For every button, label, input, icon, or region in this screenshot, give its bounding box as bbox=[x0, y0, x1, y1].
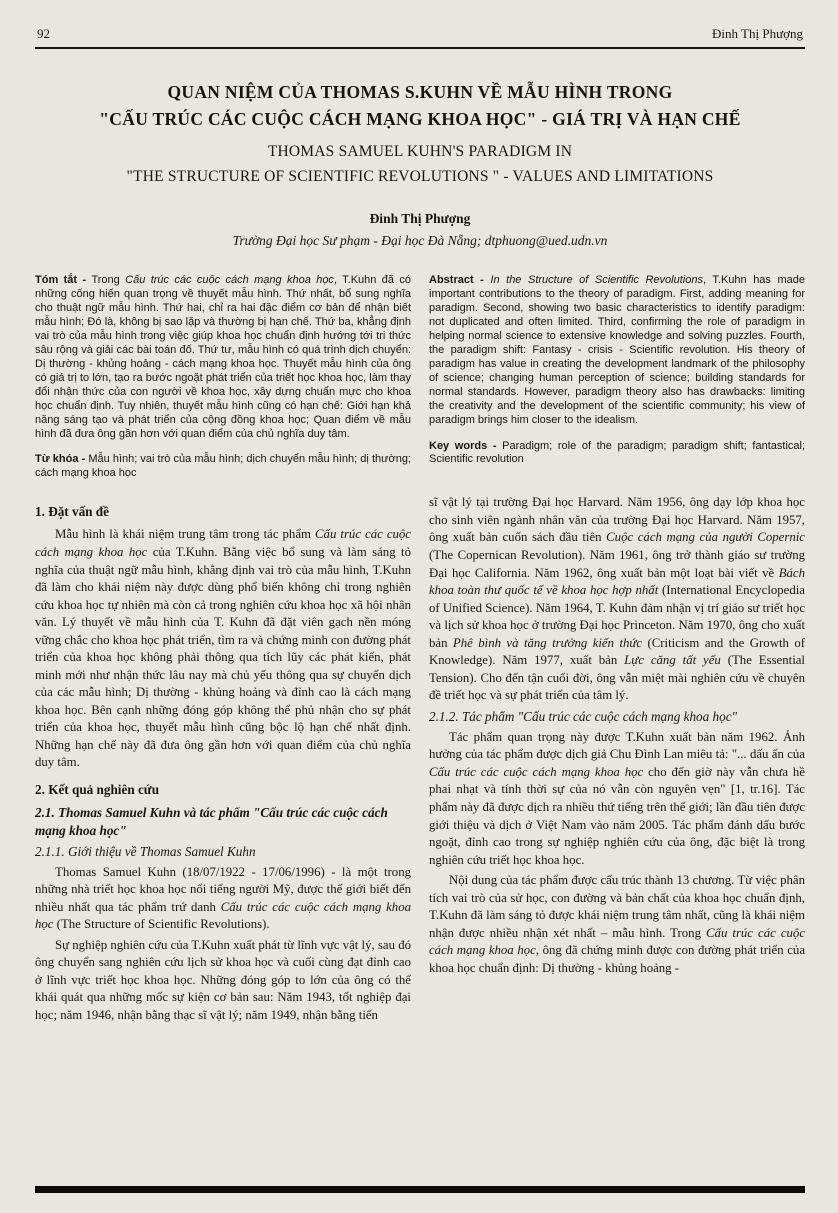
paragraph-continuation: sĩ vật lý tại trường Đại học Harvard. Năm 1956, ông dạy lớp khoa học cho sinh viên ngành nhân văn của trường Đại học Harvard. Năm 1957, ông xuất bản cuốn sách đầu tiên Cuộc cách mạng của người Copernic (The Copernican Revolution). Năm 1961, ông trở thành giáo sư trường Đại học California. Năm 1962, ông xuất bản một loạt bài viết về Bách khoa toàn thư quốc tế về khoa học hợp nhất (International Encyclopedia of Unified Science). Năm 1964, T. Kuhn đảm nhận vị trí giáo sư triết học và lịch sử khoa học ở trường Đại học Princeton. Năm 1970, ông cho xuất bản Phê bình và tăng trưởng kiến thức (Criticism and the Growth of Knowledge). Năm 1977, xuất bản Lực căng tất yếu (The Essential Tension). Cho đến tận cuối đời, ông vẫn miệt mài nghiên cứu về chuyên đề triết học và sự phát triển của tâm lý. bbox=[429, 495, 805, 703]
paragraph: Sự nghiệp nghiên cứu của T.Kuhn xuất phát từ lĩnh vực vật lý, sau đó ông chuyển sang nghiên cứu lịch sử khoa học và cuối cùng đạt đỉnh cao ở lĩnh vực triết học khoa học. Những đóng góp to lớn của ông có thể khái quát qua những mốc sự kiện cơ bản sau: Năm 1943, tốt nghiệp đại học; năm 1946, nhận bằng thạc sĩ vật lý; năm 1949, nhận bằng tiến bbox=[35, 937, 411, 1022]
paragraph: Mẫu hình là khái niệm trung tâm trong tác phẩm Cấu trúc các cuộc cách mạng khoa học của T.Kuhn. Bằng việc bổ sung và làm sáng tỏ nghĩa của thuật ngữ mẫu hình, khẳng định vai trò của mẫu hình, T.Kuhn đã làm cho khái niệm này được dùng phổ biến không chỉ trong nghiên cứu khoa học tự nhiên mà còn cả trong nghiên cứu khoa học xã hội nhân văn. Lý thuyết về mẫu hình của T. Kuhn đã đặt viên gạch nền móng vững chắc cho khoa học phát triển, tìm ra và chứng minh con đường phát triển của khoa học không phải thông qua tích lũy các phát kiến, phát minh mới như nhận thức lâu nay mà chủ yếu thông qua sự chuyển dịch của các mẫu hình; Dị thường - khủng hoảng và đỉnh cao là cách mạng khoa học. Bên cạnh những đóng góp không thể phủ nhận cho sự phát triển của khoa học, thuyết mẫu hình cũng bộc lộ hạn chế nhất định. Những hạn chế này đã đưa ông gần hơn với quan điểm của chủ nghĩa duy tâm. bbox=[35, 527, 411, 770]
paragraph: Thomas Samuel Kuhn (18/07/1922 - 17/06/1996) - là một trong những nhà triết học khoa học nổi tiếng người Mỹ, được thế giới biết đến nhiều nhất qua tác phẩm trứ danh Cấu trúc các cuộc cách mạng khoa học (The Structure of Scientific Revolutions). bbox=[35, 864, 411, 932]
article-body bbox=[35, 494, 805, 1027]
subsection-heading-2-1: 2.1. Thomas Samuel Kuhn và tác phẩm "Cấu trúc các cuộc cách mạng khoa học" bbox=[35, 805, 388, 838]
title-vi-line2: "CẤU TRÚC CÁC CUỘC CÁCH MẠNG KHOA HỌC" - GIÁ TRỊ VÀ HẠN CHẾ bbox=[99, 109, 741, 130]
article-title-vi bbox=[35, 79, 805, 133]
paragraph: Tác phẩm quan trọng này được T.Kuhn xuất bản năm 1962. Ảnh hưởng của tác phẩm được dịch giả Chu Đình Lan miêu tả: "... dấu ấn của Cấu trúc các cuộc cách mạng khoa học cho đến giờ này vẫn chưa hề phai nhạt và tính thời sự của nó vẫn còn nguyên vẹn" [1, tr.16]. Tác phẩm này đã được dịch ra nhiều thứ tiếng trên thế giới; lần đầu tiên được giới thiệu và dịch ở Việt Nam vào năm 2005. Tác phẩm đánh dấu bước ngoặt, đỉnh cao trong sự nghiệp nghiên cứu của ông, đặc biệt là trong nghiên cứu triết học khoa học. bbox=[429, 729, 805, 867]
title-en-line2: "THE STRUCTURE OF SCIENTIFIC REVOLUTIONS " - VALUES AND LIMITATIONS bbox=[126, 168, 714, 186]
body-right-column bbox=[429, 494, 805, 1027]
keywords-vi: Từ khóa - Mẫu hình; vai trò của mẫu hình; dịch chuyển mẫu hình; dị thường; cách mạng khoa học bbox=[35, 453, 411, 480]
bottom-rule bbox=[35, 1186, 805, 1193]
running-header bbox=[35, 26, 805, 47]
author-name: Đinh Thị Phượng bbox=[369, 210, 471, 226]
subsection-heading-2-1-1: 2.1.1. Giới thiệu về Thomas Samuel Kuhn bbox=[35, 843, 256, 859]
title-en-line1: THOMAS SAMUEL KUHN'S PARADIGM IN bbox=[267, 143, 573, 161]
abstract-vi-column bbox=[35, 274, 411, 482]
abstract-section bbox=[35, 274, 805, 482]
keywords-en: Key words - Paradigm; role of the paradigm; paradigm shift; fantastical; Scientific revolution bbox=[429, 439, 806, 466]
author-affiliation: Trường Đại học Sư phạm - Đại học Đà Nẵng; dtphuong@ued.udn.vn bbox=[232, 232, 608, 248]
section-heading-1: 1. Đặt vấn đề bbox=[35, 504, 109, 520]
article-title-en bbox=[35, 140, 805, 190]
page-number: 92 bbox=[37, 26, 50, 41]
abstract-en-column bbox=[429, 274, 805, 482]
subsection-heading-2-1-2: 2.1.2. Tác phẩm "Cấu trúc các cuộc cách mạng khoa học" bbox=[429, 708, 738, 724]
title-vi-line1: QUAN NIỆM CỦA THOMAS S.KUHN VỀ MẪU HÌNH TRONG bbox=[167, 82, 673, 102]
paragraph: Nội dung của tác phẩm được cấu trúc thành 13 chương. Từ việc phân tích vai trò của sử học, con đường và bản chất của khoa học chuẩn định, T.Kuhn đã làm sáng tỏ được khái niệm trung tâm nhất, cũng là khái niệm nhận được nhiều nhận xét nhất – mẫu hình. Trong Cấu trúc các cuộc cách mạng khoa học, ông đã chứng minh được con đường phát triển của khoa học chuẩn định: Dị thường - khủng hoảng - bbox=[429, 873, 805, 975]
abstract-vi: Tóm tắt - Trong Cấu trúc các cuộc cách mạng khoa học, T.Kuhn đã có những cống hiến quan trọng về thuyết mẫu hình. Thứ nhất, bổ sung nghĩa cho thuật ngữ mẫu hình. Thứ hai, chỉ ra hai đặc điểm cơ bản để nhận biết mẫu hình; Đó là, không bị sao lặp và thường bị hạn chế. Thứ ba, khẳng định vai trò của mẫu hình trong việc giúp khoa học chuẩn định hướng tới tri thức sâu rộng và giải các bài toán đố. Thứ tư, mẫu hình có quá trình dịch chuyển: Dị thường - khủng hoảng - cách mạng khoa học. Thuyết mẫu hình của ông có giá trị to lớn, tạo ra bước ngoặt phát triển của triết học khoa học, làm thay đổi nhận thức của con người về khoa học, xây dựng chuẩn mực cho khoa học chuẩn định. Tuy nhiên, thuyết mẫu hình cũng có hạn chế: Giới hạn khả năng sáng tạo và phát triển của cộng đồng khoa học; Quan điểm về mẫu hình đã đưa ông gần hơn với quan điểm của chủ nghĩa duy tâm. bbox=[35, 273, 411, 440]
body-left-column bbox=[35, 494, 411, 1027]
section-heading-2: 2. Kết quả nghiên cứu bbox=[35, 781, 160, 797]
header-rule bbox=[35, 47, 805, 49]
running-head-author: Đinh Thị Phượng bbox=[712, 26, 803, 41]
abstract-en: Abstract - In the Structure of Scientific Revolutions, T.Kuhn has made important contributions to the theory of paradigm. First, adding meaning for paradigm. Second, showing two basic characteristics to identify paradigm: not duplicated and often limited. Third, confirming the role of paradigm in helping normal science to extensive knowledge and solving puzzles. Fourth, the paradigm shift: Fantasy - crisis - Scientific revolution. His theory of paradigm has value in creating the development landmark of the philosophy of science; changing human perception of science; building standards for normal standards. However, paradigm theory also has drawbacks: limiting the creativity and the development of the scientific community; his view of paradigm brings him closer to the idealism. bbox=[429, 273, 805, 426]
